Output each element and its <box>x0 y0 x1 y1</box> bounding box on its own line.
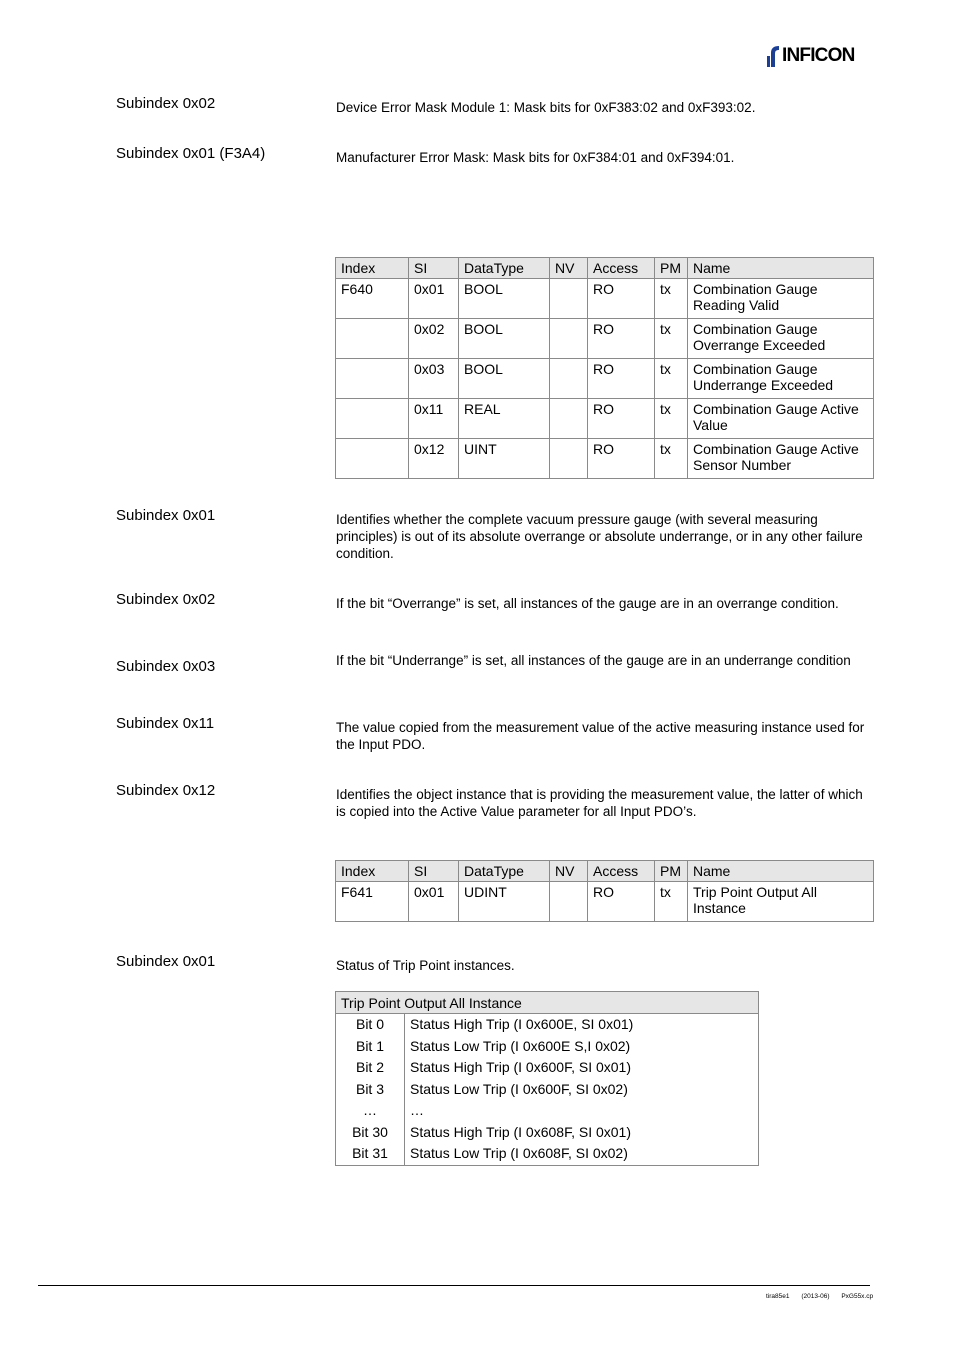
trip-table-title: Trip Point Output All Instance <box>336 992 759 1014</box>
column-header: Name <box>688 861 874 882</box>
table-cell: Combination Gauge Active Value <box>688 399 874 439</box>
table-row <box>336 1100 759 1122</box>
table-cell: Trip Point Output All Instance <box>688 882 874 922</box>
bit-status: Status High Trip (I 0x608F, SI 0x01) <box>405 1122 759 1144</box>
table-cell <box>550 399 588 439</box>
entry-label: Subindex 0x11 <box>116 715 215 732</box>
table-cell: 0x12 <box>409 439 459 479</box>
footer-date: (2013-06) <box>801 1293 830 1300</box>
table-cell <box>336 399 409 439</box>
footer-rule <box>38 1285 870 1286</box>
table-cell: BOOL <box>459 359 550 399</box>
entry-label: Subindex 0x01 (F3A4) <box>116 145 266 162</box>
column-header: Name <box>688 258 874 279</box>
table-cell <box>336 359 409 399</box>
entry-text: The value copied from the measurement value of the active measuring instance used for the Input PDO. <box>336 720 865 752</box>
entry-label: Subindex 0x01 <box>116 507 216 524</box>
table-cell: 0x02 <box>409 319 459 359</box>
table-row <box>336 1122 759 1144</box>
entry-text: Identifies whether the complete vacuum pressure gauge (with several measuring principles) is out of its absolute overrange or absolute underrange, or in any other failure condition. <box>336 512 863 561</box>
table-cell: Combination Gauge Overrange Exceeded <box>688 319 874 359</box>
table-row <box>336 359 874 399</box>
bit-status: Status Low Trip (I 0x600F, SI 0x02) <box>405 1079 759 1101</box>
table-row <box>336 279 874 319</box>
table-cell: 0x11 <box>409 399 459 439</box>
table-cell: tx <box>655 399 688 439</box>
table-row <box>336 1057 759 1079</box>
table-cell: tx <box>655 882 688 922</box>
table-cell: tx <box>655 319 688 359</box>
table-row <box>336 882 874 922</box>
column-header: SI <box>409 258 459 279</box>
bit-number: Bit 31 <box>336 1143 405 1165</box>
table-cell: Combination Gauge Reading Valid <box>688 279 874 319</box>
column-header: PM <box>655 861 688 882</box>
table-cell <box>550 319 588 359</box>
trip-point-bit-table <box>335 991 759 1166</box>
logo-text: INFICON <box>782 45 855 66</box>
table-cell: RO <box>588 439 655 479</box>
entry-label: Subindex 0x03 <box>116 658 216 675</box>
column-header: NV <box>550 258 588 279</box>
bit-status: Status Low Trip (I 0x608F, SI 0x02) <box>405 1143 759 1165</box>
column-header: Access <box>588 861 655 882</box>
table-cell: tx <box>655 359 688 399</box>
object-table-f641 <box>335 860 874 922</box>
bit-number: Bit 3 <box>336 1079 405 1101</box>
table-row <box>336 1143 759 1165</box>
column-header: SI <box>409 861 459 882</box>
table-cell <box>550 882 588 922</box>
entry-label: Subindex 0x01 <box>116 953 216 970</box>
table-header-row <box>336 258 874 279</box>
table-cell: RO <box>588 399 655 439</box>
column-header: Index <box>336 258 409 279</box>
table-cell: REAL <box>459 399 550 439</box>
bit-status: Status Low Trip (I 0x600E S,I 0x02) <box>405 1036 759 1058</box>
object-table-f640 <box>335 257 874 479</box>
entry-label: Subindex 0x02 <box>116 95 216 112</box>
table-cell: BOOL <box>459 279 550 319</box>
entry-text: Device Error Mask Module 1: Mask bits for 0xF383:02 and 0xF393:02. <box>336 100 756 115</box>
table-row <box>336 1014 759 1036</box>
column-header: DataType <box>459 861 550 882</box>
entry-text: If the bit “Overrange” is set, all instances of the gauge are in an overrange condition. <box>336 596 839 611</box>
table-cell: RO <box>588 319 655 359</box>
column-header: NV <box>550 861 588 882</box>
table-row <box>336 319 874 359</box>
table-cell: Combination Gauge Active Sensor Number <box>688 439 874 479</box>
table-cell: RO <box>588 882 655 922</box>
table-cell: UDINT <box>459 882 550 922</box>
entry-label: Subindex 0x12 <box>116 782 216 799</box>
inficon-logo-icon <box>767 44 781 68</box>
entry-label: Subindex 0x02 <box>116 591 216 608</box>
column-header: PM <box>655 258 688 279</box>
table-cell: tx <box>655 439 688 479</box>
bit-number: … <box>336 1100 405 1122</box>
table-cell: RO <box>588 359 655 399</box>
footer-doc-id: tira85e1 <box>766 1293 790 1300</box>
table-row <box>336 439 874 479</box>
table-cell <box>550 359 588 399</box>
entry-text: Status of Trip Point instances. <box>336 958 515 973</box>
bit-status: … <box>405 1100 759 1122</box>
bit-status: Status High Trip (I 0x600F, SI 0x01) <box>405 1057 759 1079</box>
table-header-row <box>336 861 874 882</box>
table-cell: 0x01 <box>409 882 459 922</box>
table-cell: 0x03 <box>409 359 459 399</box>
footer <box>766 1293 873 1300</box>
inficon-logo <box>767 44 871 68</box>
table-cell <box>336 319 409 359</box>
table-row <box>336 399 874 439</box>
table-cell: Combination Gauge Underrange Exceeded <box>688 359 874 399</box>
table-cell <box>550 279 588 319</box>
table-cell <box>336 439 409 479</box>
table-cell: BOOL <box>459 319 550 359</box>
table-cell <box>550 439 588 479</box>
column-header: Index <box>336 861 409 882</box>
table-row <box>336 1079 759 1101</box>
table-cell: RO <box>588 279 655 319</box>
bit-status: Status High Trip (I 0x600E, SI 0x01) <box>405 1014 759 1036</box>
entry-text: If the bit “Underrange” is set, all instances of the gauge are in an underrange condition <box>336 653 851 668</box>
column-header: Access <box>588 258 655 279</box>
column-header: DataType <box>459 258 550 279</box>
bit-number: Bit 1 <box>336 1036 405 1058</box>
table-cell: F641 <box>336 882 409 922</box>
bit-number: Bit 2 <box>336 1057 405 1079</box>
table-row <box>336 1036 759 1058</box>
entry-text: Identifies the object instance that is providing the measurement value, the latter of which is copied into the Active Value parameter for all Input PDO’s. <box>336 787 863 819</box>
table-cell: UINT <box>459 439 550 479</box>
bit-number: Bit 0 <box>336 1014 405 1036</box>
footer-file: PxG55x.cp <box>841 1293 874 1300</box>
table-cell: 0x01 <box>409 279 459 319</box>
table-cell: tx <box>655 279 688 319</box>
entry-text: Manufacturer Error Mask: Mask bits for 0xF384:01 and 0xF394:01. <box>336 150 735 165</box>
table-cell: F640 <box>336 279 409 319</box>
bit-number: Bit 30 <box>336 1122 405 1144</box>
